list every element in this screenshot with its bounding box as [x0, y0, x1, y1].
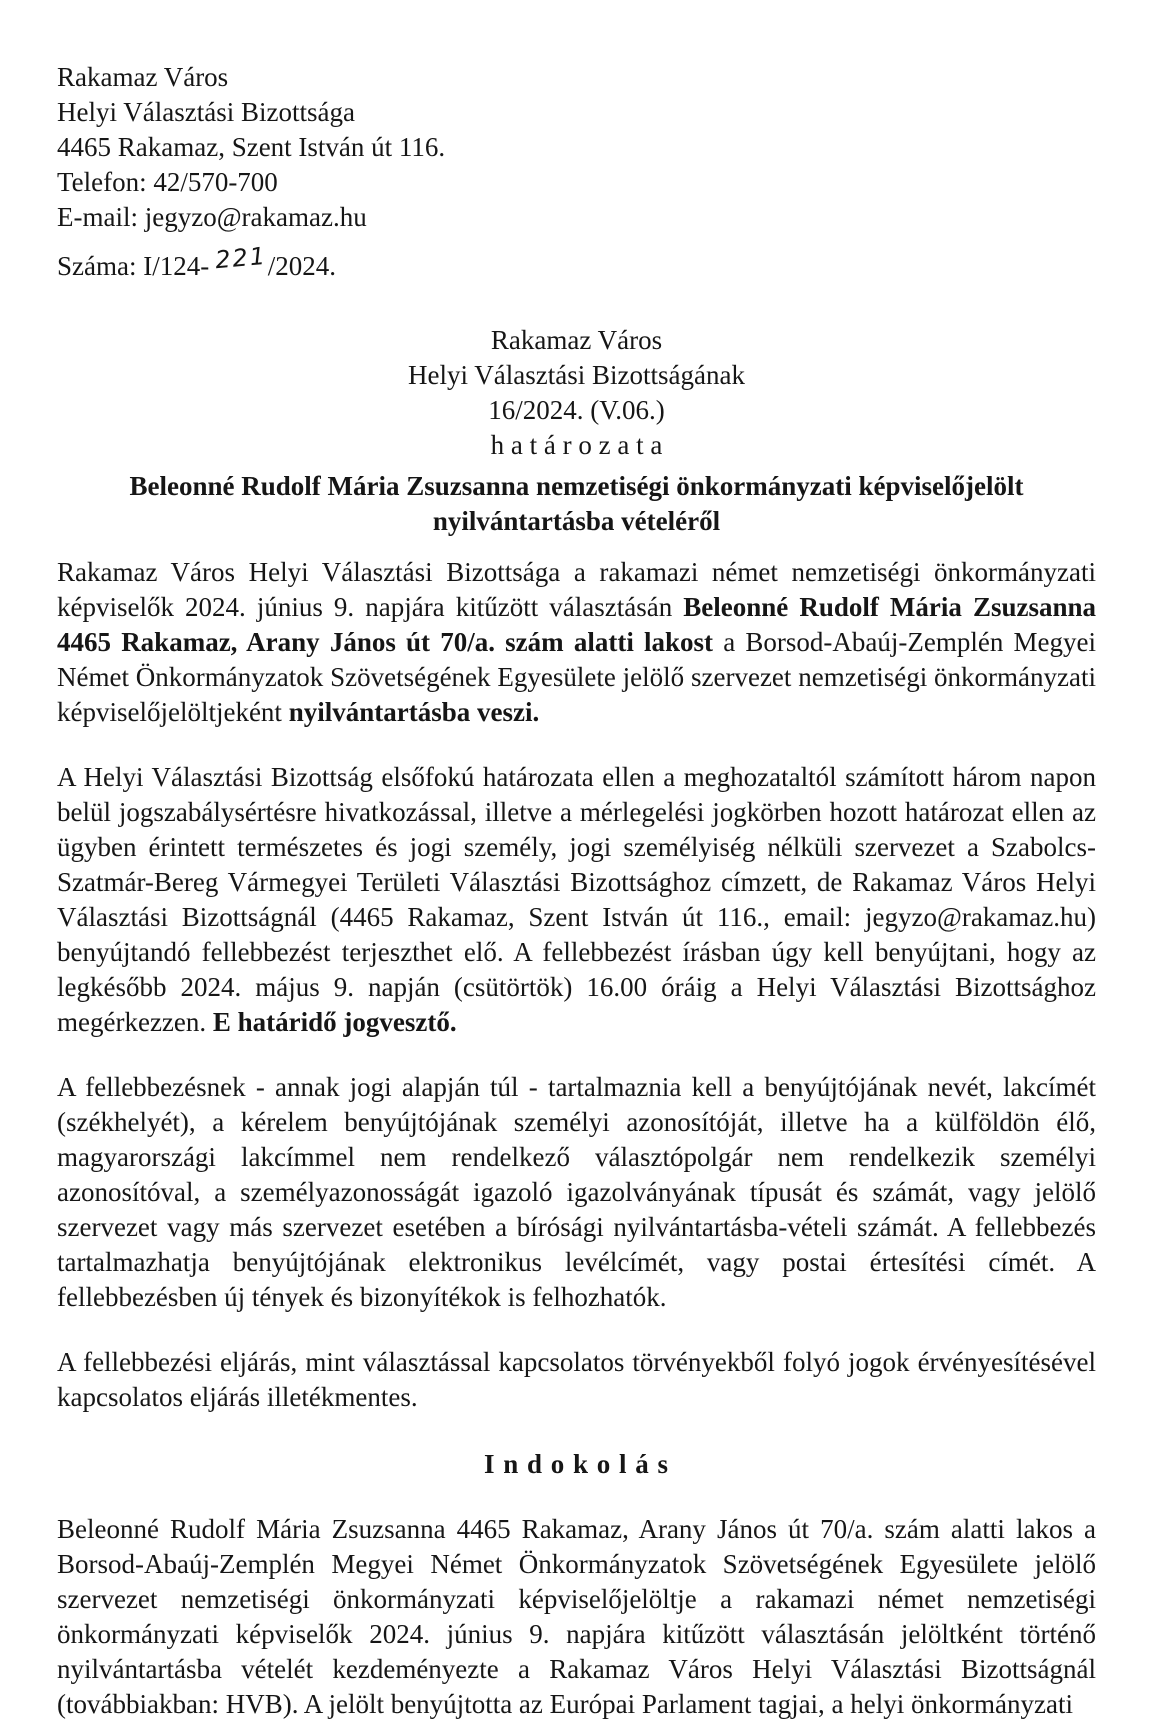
- sender-name-line: Rakamaz Város: [57, 62, 229, 92]
- paragraph-operative-run-4: nyilvántartásba veszi.: [288, 697, 540, 727]
- paragraph-appeal-rules-run-2: E határidő jogvesztő.: [212, 1007, 457, 1037]
- paragraph-operative: [57, 555, 1096, 730]
- case-number-line: [57, 241, 1096, 285]
- case-number-handwritten: 221: [214, 241, 269, 275]
- sender-email-line: E-mail: jegyzo@rakamaz.hu: [57, 202, 367, 232]
- paragraph-appeal-rules-run-1: A Helyi Választási Bizottság elsőfokú határozata ellen a meghozataltól számított három napon belül jogszabálysértésre hivatkozással, illetve a mérlegelési jogkörben hozott határozat ellen az ügyben érintett természetes és jogi személy, jogi személyiség nélküli szervezet a Szabolcs-Szatmár-Bereg Vármegyei Területi Választási Bizottsághoz címzett, de Rakamaz Város Helyi Választási Bizottságnál (4465 Rakamaz, Szent István út 116., email: jegyzo@rakamaz.hu) benyújtandó fellebbezést terjeszthet elő. A fellebbezést írásban úgy kell benyújtani, hogy az legkésőbb 2024. május 9. napján (csütörtök) 16.00 óráig a Helyi Választási Bizottsághoz megérkezzen.: [57, 762, 1096, 1037]
- case-number-suffix: /2024.: [267, 251, 337, 281]
- heading-org-line2: Helyi Választási Bizottságának: [408, 360, 745, 390]
- case-number-prefix: Száma: I/124-: [57, 251, 210, 281]
- sender-phone-line: Telefon: 42/570-700: [57, 167, 278, 197]
- paragraph-fee-exemption: A fellebbezési eljárás, mint választással kapcsolatos törvényekből folyó jogok érvényesítésével kapcsolatos eljárás illetékmentes.: [57, 1347, 1096, 1412]
- decision-heading: [57, 323, 1096, 463]
- paragraph-operative-run-3: a Borsod-Abaúj-Zemplén Megyei Német Önkormányzatok Szövetségének Egyesülete jelölő szervezet nemzetiségi önkormányzati képviselőjelöltjeként: [57, 627, 1096, 727]
- heading-org-line1: Rakamaz Város: [490, 325, 663, 355]
- subject-title: Beleonné Rudolf Mária Zsuzsanna nemzetiségi önkormányzati képviselőjelölt nyilvántartásba vételéről: [129, 471, 1024, 536]
- paragraph-operative-run-1: Rakamaz Város Helyi Választási Bizottsága a rakamazi német nemzetiségi önkormányzati képviselők 2024. június 9. napjára kitűzött választásán: [57, 557, 1096, 622]
- paragraph-justification: Beleonné Rudolf Mária Zsuzsanna 4465 Rakamaz, Arany János út 70/a. szám alatti lakos a Borsod-Abaúj-Zemplén Megyei Német Önkormányzatok Szövetségének Egyesülete jelölő szervezet nemzetiségi önkormányzati képviselőjelöltje a rakamazi német nemzetiségi önkormányzati képviselők 2024. június 9. napjára kitűzött választásán jelöltként történő nyilvántartásba vételét kezdeményezte a Rakamaz Város Helyi Választási Bizottságnál (továbbiakban: HVB). A jelölt benyújtotta az Európai Parlament tagjai, a helyi önkormányzati: [57, 1514, 1096, 1719]
- paragraph-operative-run-2: Beleonné Rudolf Mária Zsuzsanna 4465 Rakamaz, Arany János út 70/a. szám alatti lakost: [57, 592, 1097, 657]
- paragraph-appeal-content: A fellebbezésnek - annak jogi alapján túl - tartalmaznia kell a benyújtójának nevét, lakcímét (székhelyét), a kérelem benyújtójának személyi azonosítóját, illetve ha a külföldön élő, magyarországi lakcímmel nem rendelkező választópolgár nem rendelkezik személyi azonosítóval, a személyazonosságát igazoló igazolványának típusát és számát, vagy jelölő szervezet vagy más szervezet esetében a bírósági nyilvántartásba-vételi számát. A fellebbezés tartalmazhatja benyújtójának elektronikus levélcímét, vagy postai értesítési címét. A fellebbezésben új tények és bizonyítékok is felhozhatók.: [57, 1072, 1096, 1312]
- sender-block: [57, 60, 1096, 235]
- sender-address-line: 4465 Rakamaz, Szent István út 116.: [57, 132, 446, 162]
- paragraph-appeal-rules: [57, 760, 1096, 1040]
- sender-committee-line: Helyi Választási Bizottsága: [57, 97, 355, 127]
- section-heading-indokolas: I n d o k o l á s: [483, 1449, 670, 1479]
- heading-number-line: 16/2024. (V.06.): [488, 395, 665, 425]
- heading-type-line: h a t á r o z a t a: [490, 430, 663, 460]
